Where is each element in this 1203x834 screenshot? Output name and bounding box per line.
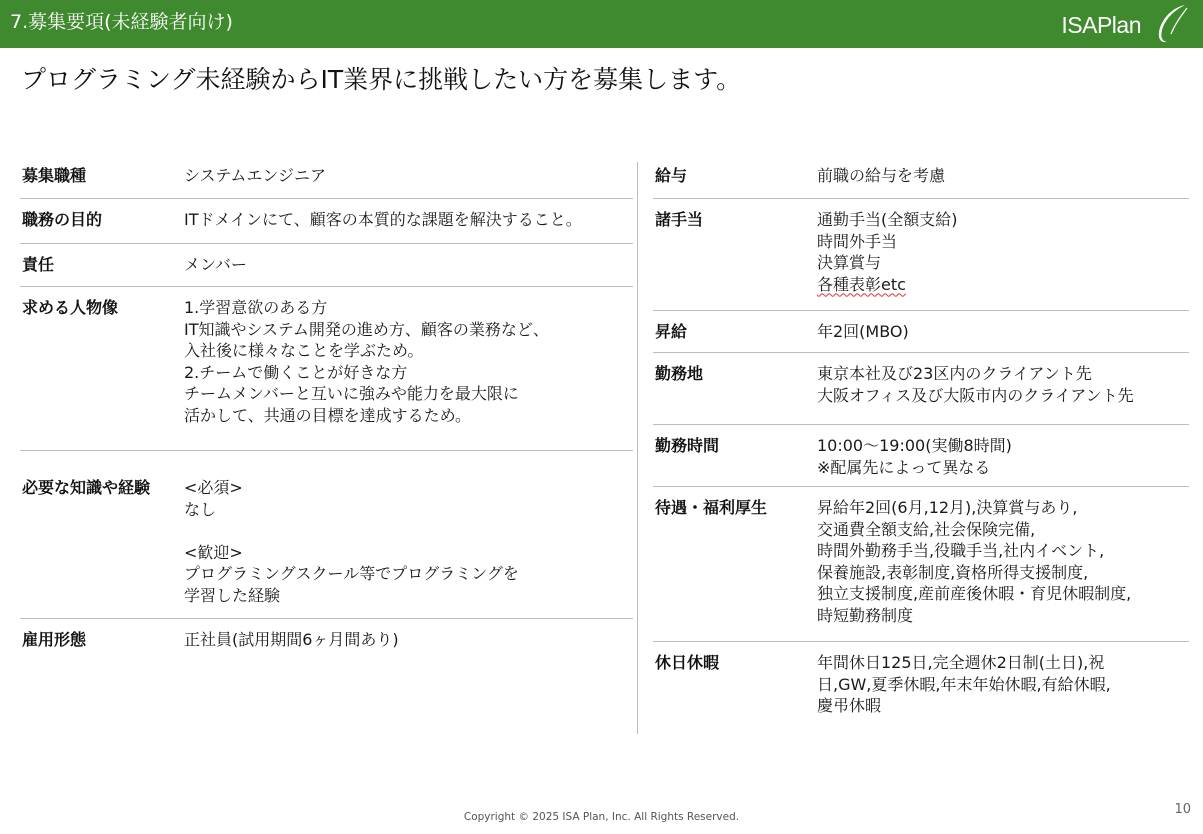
row-value xyxy=(817,209,958,295)
table-row-position xyxy=(20,155,633,199)
header-bar xyxy=(0,0,1203,48)
value-line: 日,GW,夏季休暇,年末年始休暇,有給休暇, xyxy=(817,674,1111,694)
value-line: メンバー xyxy=(184,255,247,274)
value-line: ※配属先によって異なる xyxy=(817,457,991,477)
row-label: 勤務時間 xyxy=(655,436,720,455)
row-value xyxy=(817,652,1111,717)
table-row-benefits xyxy=(653,487,1189,642)
row-value xyxy=(817,497,1131,626)
row-label: 給与 xyxy=(655,166,688,185)
value-line: <必須> xyxy=(184,478,243,497)
value-line: 昇給年2回(6月,12月),決算賞与あり, xyxy=(817,498,1078,517)
value-line: 独立支援制度,産前産後休暇・育児休暇制度, xyxy=(817,584,1132,603)
value-line: ITドメインにて、顧客の本質的な課題を解決すること。 xyxy=(184,210,582,229)
value-line: 活かして、共通の目標を達成するため。 xyxy=(184,405,472,425)
copyright-footer: Copyright © 2025 ISA Plan, Inc. All Rights Reserved. xyxy=(463,811,740,823)
row-label: 必要な知識や経験 xyxy=(22,478,151,497)
value-line: IT知識やシステム開発の進め方、顧客の業務など、 xyxy=(184,319,549,339)
value-line: 10:00〜19:00(実働8時間) xyxy=(817,436,1012,455)
row-label: 昇給 xyxy=(655,322,688,341)
value-line: 東京本社及び23区内のクライアント先 xyxy=(817,364,1092,383)
value-line: 慶弔休暇 xyxy=(817,696,882,715)
value-line: 入社後に様々なことを学ぶため。 xyxy=(184,341,424,360)
row-value xyxy=(817,321,909,343)
row-value xyxy=(184,254,247,276)
spellcheck-underlined-text: 各種表彰etc xyxy=(817,274,906,294)
row-value xyxy=(184,209,582,231)
row-label: 職務の目的 xyxy=(22,210,103,229)
value-line: 交通費全額支給,社会保険完備, xyxy=(817,519,1036,539)
row-value xyxy=(184,477,519,606)
row-label: 休日休暇 xyxy=(655,653,720,672)
left-requirements-table xyxy=(20,155,633,679)
value-line: 前職の給与を考慮 xyxy=(817,166,946,185)
value-line: 大阪オフィス及び大阪市内のクライアント先 xyxy=(817,385,1134,405)
table-row-ideal-candidate xyxy=(20,287,633,451)
value-line: 決算賞与 xyxy=(817,253,882,272)
table-row-purpose xyxy=(20,199,633,244)
value-line: 2.チームで働くことが好きな方 xyxy=(184,362,408,382)
table-row-employment-type xyxy=(20,619,633,679)
logo-text: ISAPlan xyxy=(1061,12,1141,38)
value-line: 通勤手当(全額支給) xyxy=(817,210,958,229)
table-row-allowances xyxy=(653,199,1189,311)
value-line: 年2回(MBO) xyxy=(817,322,909,341)
table-row-salary xyxy=(653,155,1189,199)
row-value xyxy=(817,363,1134,406)
table-row-required-skills xyxy=(20,451,633,619)
value-line: <歓迎> xyxy=(184,542,243,562)
table-row-holidays xyxy=(653,642,1189,732)
row-label: 雇用形態 xyxy=(22,630,87,649)
table-row-work-hours xyxy=(653,425,1189,487)
value-line: 年間休日125日,完全週休2日制(土日),祝 xyxy=(817,653,1105,672)
logo-swoosh-icon xyxy=(1141,2,1191,46)
value-line: システムエンジニア xyxy=(184,166,327,185)
headline: プログラミング未経験からIT業界に挑戦したい方を募集します。 xyxy=(21,65,742,94)
row-value xyxy=(184,165,326,187)
value-line: 正社員(試用期間6ヶ月間あり) xyxy=(184,630,399,649)
value-line: 1.学習意欲のある方 xyxy=(184,298,328,317)
page-number: 10 xyxy=(1174,802,1191,817)
value-line: チームメンバーと互いに強みや能力を最大限に xyxy=(184,384,519,403)
value-line: 時間外手当 xyxy=(817,231,898,251)
table-row-work-location xyxy=(653,353,1189,425)
column-divider xyxy=(637,162,638,734)
value-line: プログラミングスクール等でプログラミングを xyxy=(184,564,519,583)
table-row-responsibility xyxy=(20,244,633,287)
value-blank-line xyxy=(184,520,519,542)
row-label: 待遇・福利厚生 xyxy=(655,498,768,517)
row-label: 諸手当 xyxy=(655,210,704,229)
isaplan-logo xyxy=(1051,2,1191,46)
value-line: 保養施設,表彰制度,資格所得支援制度, xyxy=(817,562,1089,582)
value-line: 学習した経験 xyxy=(184,585,281,605)
row-label: 求める人物像 xyxy=(22,298,119,317)
row-value xyxy=(184,297,549,426)
section-title: 7.募集要項(未経験者向け) xyxy=(10,11,233,33)
value-line xyxy=(817,274,958,296)
row-label: 募集職種 xyxy=(22,166,87,185)
value-line: 時短勤務制度 xyxy=(817,605,914,625)
right-conditions-table xyxy=(653,155,1189,732)
row-label: 責任 xyxy=(22,255,55,274)
value-line: 時間外勤務手当,役職手当,社内イベント, xyxy=(817,541,1105,560)
value-line: なし xyxy=(184,499,217,519)
row-value xyxy=(184,629,399,651)
table-row-raise xyxy=(653,311,1189,353)
row-label: 勤務地 xyxy=(655,364,704,383)
row-value xyxy=(817,165,945,187)
row-value xyxy=(817,435,1012,478)
